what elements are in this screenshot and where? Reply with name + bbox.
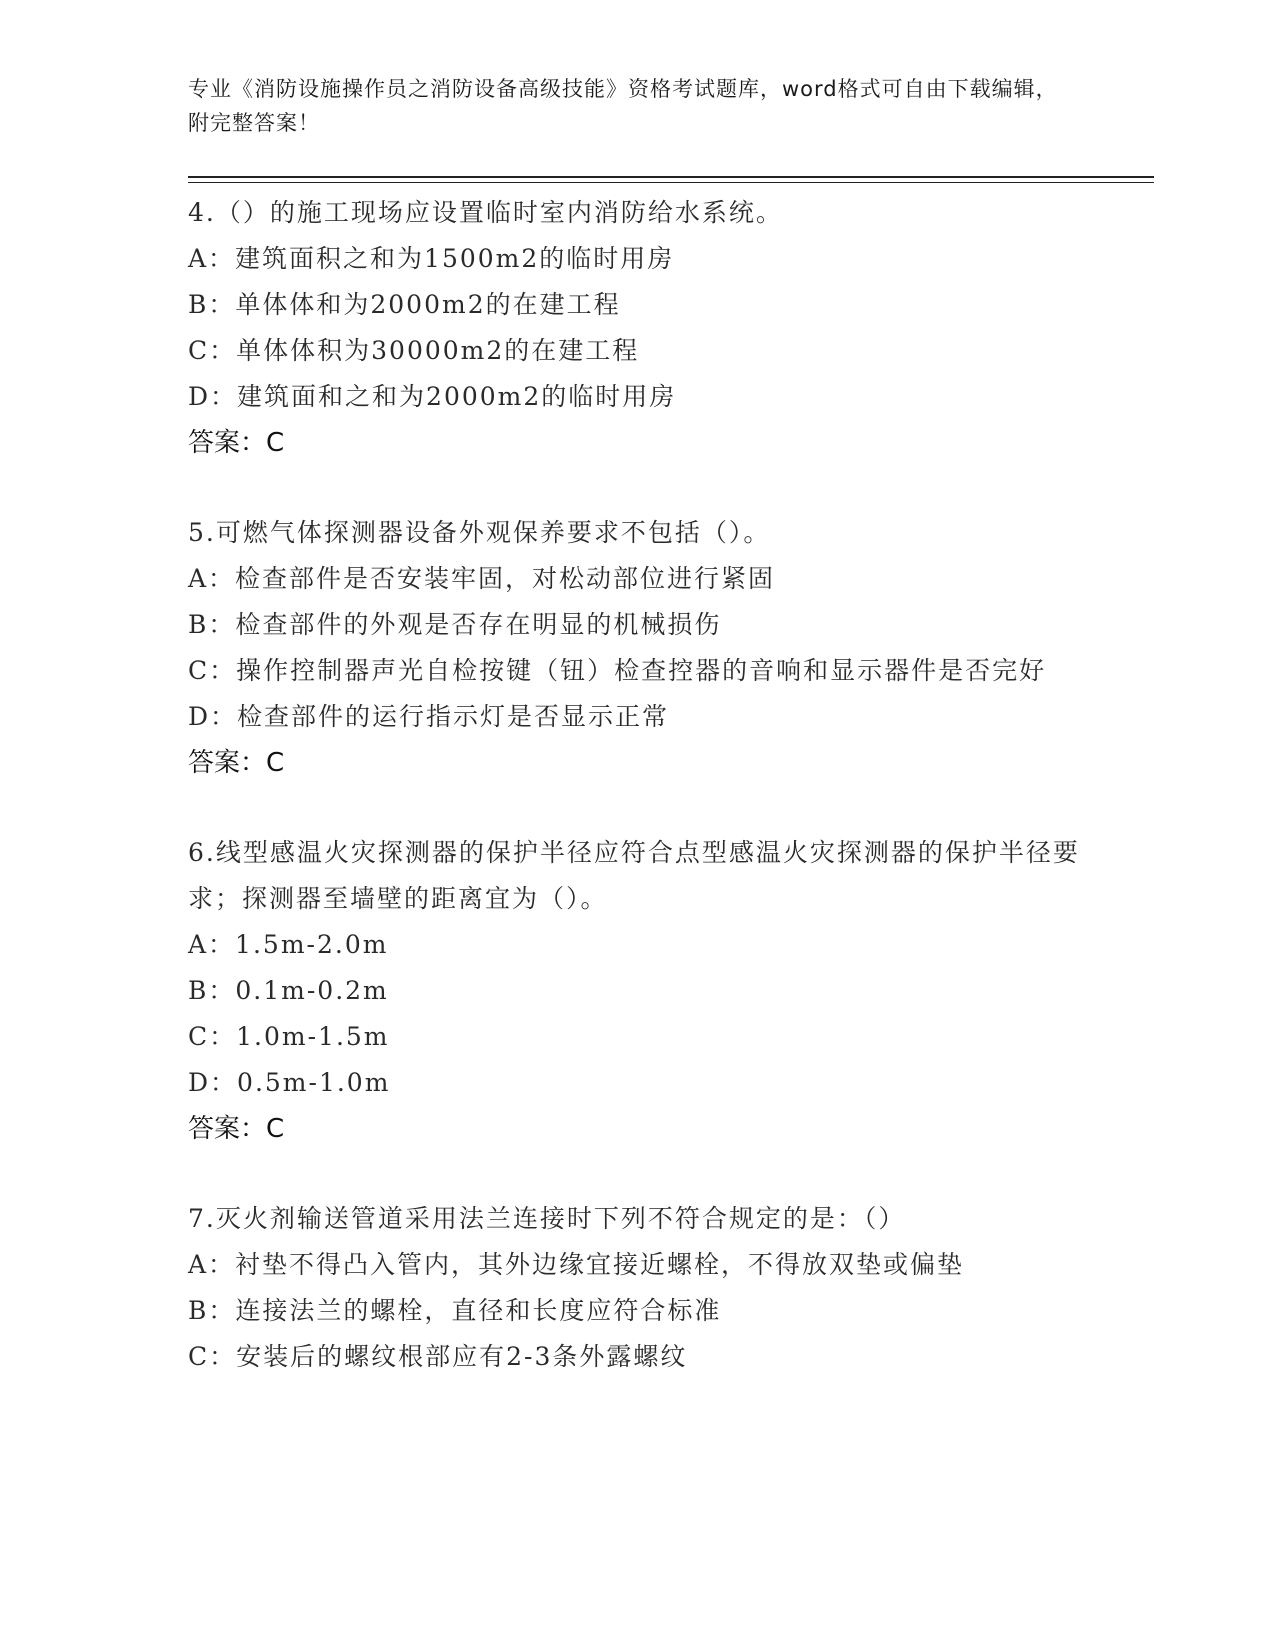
option-b: B：单体体和为2000m2的在建工程 bbox=[188, 290, 621, 319]
question-4 bbox=[188, 190, 1088, 466]
option-a: A：建筑面积之和为1500m2的临时用房 bbox=[188, 244, 675, 273]
question-5 bbox=[188, 510, 1088, 786]
option-b: B：0.1m-0.2m bbox=[188, 976, 389, 1005]
answer-line: 答案：C bbox=[188, 748, 285, 778]
option-b: B：连接法兰的螺栓，直径和长度应符合标准 bbox=[188, 1296, 722, 1325]
option-c: C：1.0m-1.5m bbox=[188, 1022, 390, 1051]
question-list bbox=[188, 190, 1088, 1424]
option-a: A：衬垫不得凸入管内，其外边缘宜接近螺栓，不得放双垫或偏垫 bbox=[188, 1250, 965, 1279]
header-divider-thin bbox=[188, 182, 1154, 183]
answer-line: 答案：C bbox=[188, 1114, 285, 1144]
option-c: C：单体体积为30000m2的在建工程 bbox=[188, 336, 640, 365]
question-stem: 5.可燃气体探测器设备外观保养要求不包括（）。 bbox=[188, 518, 771, 547]
question-stem: 6.线型感温火灾探测器的保护半径应符合点型感温火灾探测器的保护半径要求；探测器至墙壁的距离宜为（）。 bbox=[188, 838, 1080, 913]
option-d: D：建筑面和之和为2000m2的临时用房 bbox=[188, 382, 677, 411]
option-a: A：检查部件是否安装牢固，对松动部位进行紧固 bbox=[188, 564, 776, 593]
question-6 bbox=[188, 830, 1088, 1152]
option-d: D：0.5m-1.0m bbox=[188, 1068, 391, 1097]
header-divider-thick bbox=[188, 176, 1154, 178]
option-c: C：操作控制器声光自检按键（钮）检查控器的音响和显示器件是否完好 bbox=[188, 656, 1047, 685]
answer-line: 答案：C bbox=[188, 428, 285, 458]
option-c: C：安装后的螺纹根部应有2-3条外露螺纹 bbox=[188, 1342, 688, 1371]
option-b: B：检查部件的外观是否存在明显的机械损伤 bbox=[188, 610, 722, 639]
question-stem: 4.（）的施工现场应设置临时室内消防给水系统。 bbox=[188, 198, 783, 227]
document-header: 专业《消防设施操作员之消防设备高级技能》资格考试题库，word格式可自由下载编辑，附完整答案！ bbox=[188, 77, 1058, 135]
option-d: D：检查部件的运行指示灯是否显示正常 bbox=[188, 702, 670, 731]
option-a: A：1.5m-2.0m bbox=[188, 930, 389, 959]
question-stem: 7.灭火剂输送管道采用法兰连接时下列不符合规定的是：（） bbox=[188, 1204, 906, 1233]
question-7 bbox=[188, 1196, 1088, 1380]
